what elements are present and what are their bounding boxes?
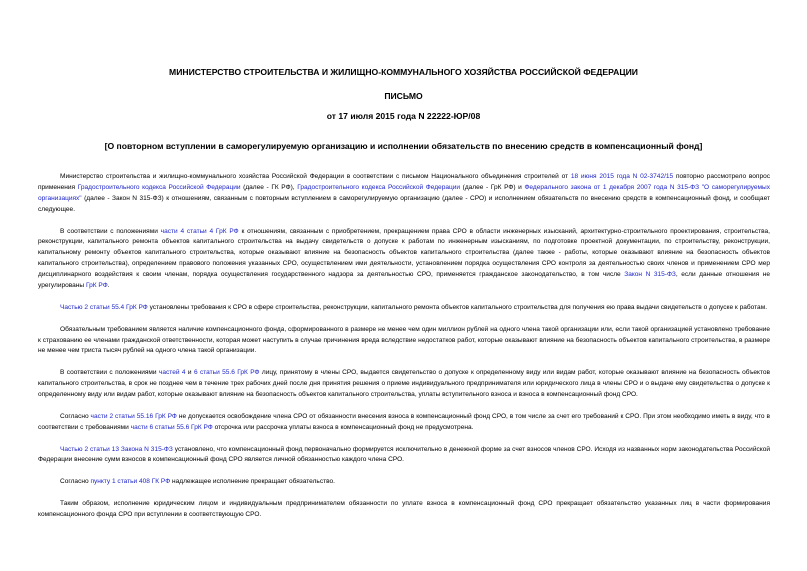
link-law-315[interactable]: Закон N 315-ФЗ bbox=[624, 271, 676, 279]
document-type: ПИСЬМО bbox=[384, 91, 423, 101]
paragraph-text: (далее - ГК РФ), bbox=[240, 183, 298, 191]
link-parts-4[interactable]: частей 4 bbox=[158, 369, 186, 377]
paragraph-text: отсрочка или рассрочка уплаты взноса в компенсационный фонд не предусмотрена. bbox=[212, 423, 474, 431]
paragraph-text: установлены требования к СРО в сфере строительства, реконструкции, капитального ремонта объектов капитального строительства для получения ею права выдачи свидетельств о допуске к работам. bbox=[147, 303, 768, 311]
paragraph-text: надлежащее исполнение прекращает обязательство. bbox=[170, 478, 335, 486]
link-part2-art13-law315[interactable]: Частью 2 статьи 13 Закона N 315-ФЗ bbox=[60, 445, 173, 453]
link-grk-rf[interactable]: ГрК РФ bbox=[85, 282, 108, 290]
paragraph-text: к отношениям, связанным с приобретением, прекращением права СРО в области инженерных изысканий, архитектурно-строительного проектирования, строительства, реконструкции, капитального ремонта объектов капитального строительства на выдачу свидетельств о допуске к работам по инженерным изысканиям, по подготовке проектной документации, по строительству, реконструкции, капитальному ремонту объектов капитального строительства, которые оказывают влияние на безопасность объектов капитального строительства (далее также - работы, которые оказывают влияние на безопасность объектов капитального строительства), определением правового положения указанных СРО, осуществлением ими деятельности, установлением порядка осуществления СРО контроля за деятельностью своих членов и применением СРО мер дисциплинарного воздействия к своим членам, порядка осуществления государственного надзора за деятельностью СРО, применяется гражданское законодательство, в том числе bbox=[38, 227, 770, 279]
ministry-title: МИНИСТЕРСТВО СТРОИТЕЛЬСТВА И ЖИЛИЩНО-КОММУНАЛЬНОГО ХОЗЯЙСТВА РОССИЙСКОЙ ФЕДЕРАЦИИ bbox=[169, 67, 638, 77]
link-part6-art55-6-b[interactable]: части 6 статьи 55.6 ГрК РФ bbox=[130, 423, 213, 431]
paragraph-4 bbox=[38, 325, 770, 358]
paragraph-text: Обязательным требованием является наличие компенсационного фонда, сформированного в размере не менее чем один миллион рублей на одного члена такой организации или, если такой организацией установлено требование к страхованию ее членами гражданской ответственности, которая может наступить в случае причинения вреда вследствие недостатков работ, которые оказывают влияние на безопасность объектов капитального строительства, в размере не менее чем триста тысяч рублей на одного члена такой организации. bbox=[38, 325, 770, 355]
paragraph-text: . bbox=[107, 282, 110, 290]
paragraph-6 bbox=[38, 412, 770, 434]
link-part6-art55-6[interactable]: 6 статьи 55.6 ГрК РФ bbox=[193, 369, 260, 377]
paragraph-9 bbox=[38, 499, 770, 521]
link-urban-code[interactable]: Градостроительного кодекса Российской Федерации bbox=[297, 183, 461, 191]
paragraph-text: Таким образом, исполнение юридическим лицом и индивидуальным предпринимателем обязанности по уплате взноса в компенсационный фонд СРО прекращает обязательство указанных лиц в части формирования компенсационного фонда СРО при вступлении в соответствующую СРО. bbox=[38, 500, 770, 518]
link-part2-art55-4[interactable]: Частью 2 статьи 55.4 ГрК РФ bbox=[60, 303, 148, 311]
link-item1-art408[interactable]: пункту 1 статьи 408 ГК РФ bbox=[90, 478, 171, 486]
paragraph-7 bbox=[38, 445, 770, 467]
paragraph-text: В соответствии с положениями bbox=[60, 227, 161, 235]
paragraph-text: В соответствии с положениями bbox=[60, 369, 159, 377]
paragraph-text: установлено, что компенсационный фонд первоначально формируется исключительно в денежной форме за счет взносов членов СРО. Исходя из названных норм законодательства Российской Федерации внесение сумм взносов в компенсационный фонд СРО является личной обязанностью каждого члена СРО. bbox=[38, 445, 771, 464]
paragraph-text: лицу, принятому в члены СРО, выдается свидетельство о допуске к определенному виду или видам работ, которые оказывают влияние на безопасность объектов капитального строительства, в срок не позднее чем в течение трех рабочих дней после дня принятия решения о приеме индивидуального предпринимателя или юридического лица в члены СРО и о выдаче ему свидетельства о допуске к определенному виду или видам работ, которые оказывают влияние на безопасность объектов капитального строительства, уплаты вступительного взноса и взноса в компенсационный фонд СРО. bbox=[38, 369, 771, 399]
link-part2-art55-16[interactable]: части 2 статьи 55.16 ГрК РФ bbox=[90, 412, 177, 420]
link-federal-law-315[interactable]: Федерального закона от 1 декабря 2007 года N 315-ФЗ "О саморегулируемых организациях" bbox=[38, 183, 770, 202]
paragraph-text: не допускается освобождение члена СРО от обязанности внесения взноса в компенсационный фонд СРО, в том числе за счет его требований к СРО. При этом необходимо иметь в виду, что в соответствии с требованиями bbox=[38, 412, 770, 431]
paragraph-8 bbox=[38, 477, 770, 488]
paragraph-2 bbox=[38, 227, 770, 292]
document-subject: [О повторном вступлении в саморегулируемую организацию и исполнении обязательств по внесению средств в компенсационный фонд] bbox=[104, 141, 703, 151]
paragraph-text: Министерство строительства и жилищно-коммунального хозяйства Российской Федерации в соответствии с письмом Национального объединения строителей от bbox=[60, 173, 571, 180]
link-civil-code[interactable]: Градостроительного кодекса Российской Федерации bbox=[77, 183, 241, 191]
paragraph-5 bbox=[38, 368, 770, 401]
paragraph-text: (далее - ГрК РФ) и bbox=[460, 183, 525, 191]
link-nos-letter[interactable]: 18 июня 2015 года N 02-3742/15 bbox=[570, 173, 674, 180]
paragraph-text: (далее - Закон N 315-ФЗ) к отношениям, связанным с повторным вступлением в саморегулируемую организацию (далее - СРО) и исполнением обязательств по внесению средств в компенсационный фонд, и сообщает следующее. bbox=[38, 194, 770, 213]
link-part4-art4[interactable]: части 4 статьи 4 ГрК РФ bbox=[160, 227, 239, 235]
paragraph-text: и bbox=[185, 369, 194, 377]
date-number: от 17 июля 2015 года N 22222-ЮР/08 bbox=[326, 111, 481, 121]
paragraph-1 bbox=[38, 172, 770, 216]
paragraph-text: повторно рассмотрело вопрос применения bbox=[38, 173, 770, 191]
document-body bbox=[38, 172, 770, 532]
paragraph-text: Согласно bbox=[60, 478, 91, 486]
paragraph-3 bbox=[38, 303, 770, 314]
paragraph-text: Согласно bbox=[60, 412, 91, 420]
paragraph-text: , если данные отношения не урегулированы bbox=[38, 271, 770, 290]
